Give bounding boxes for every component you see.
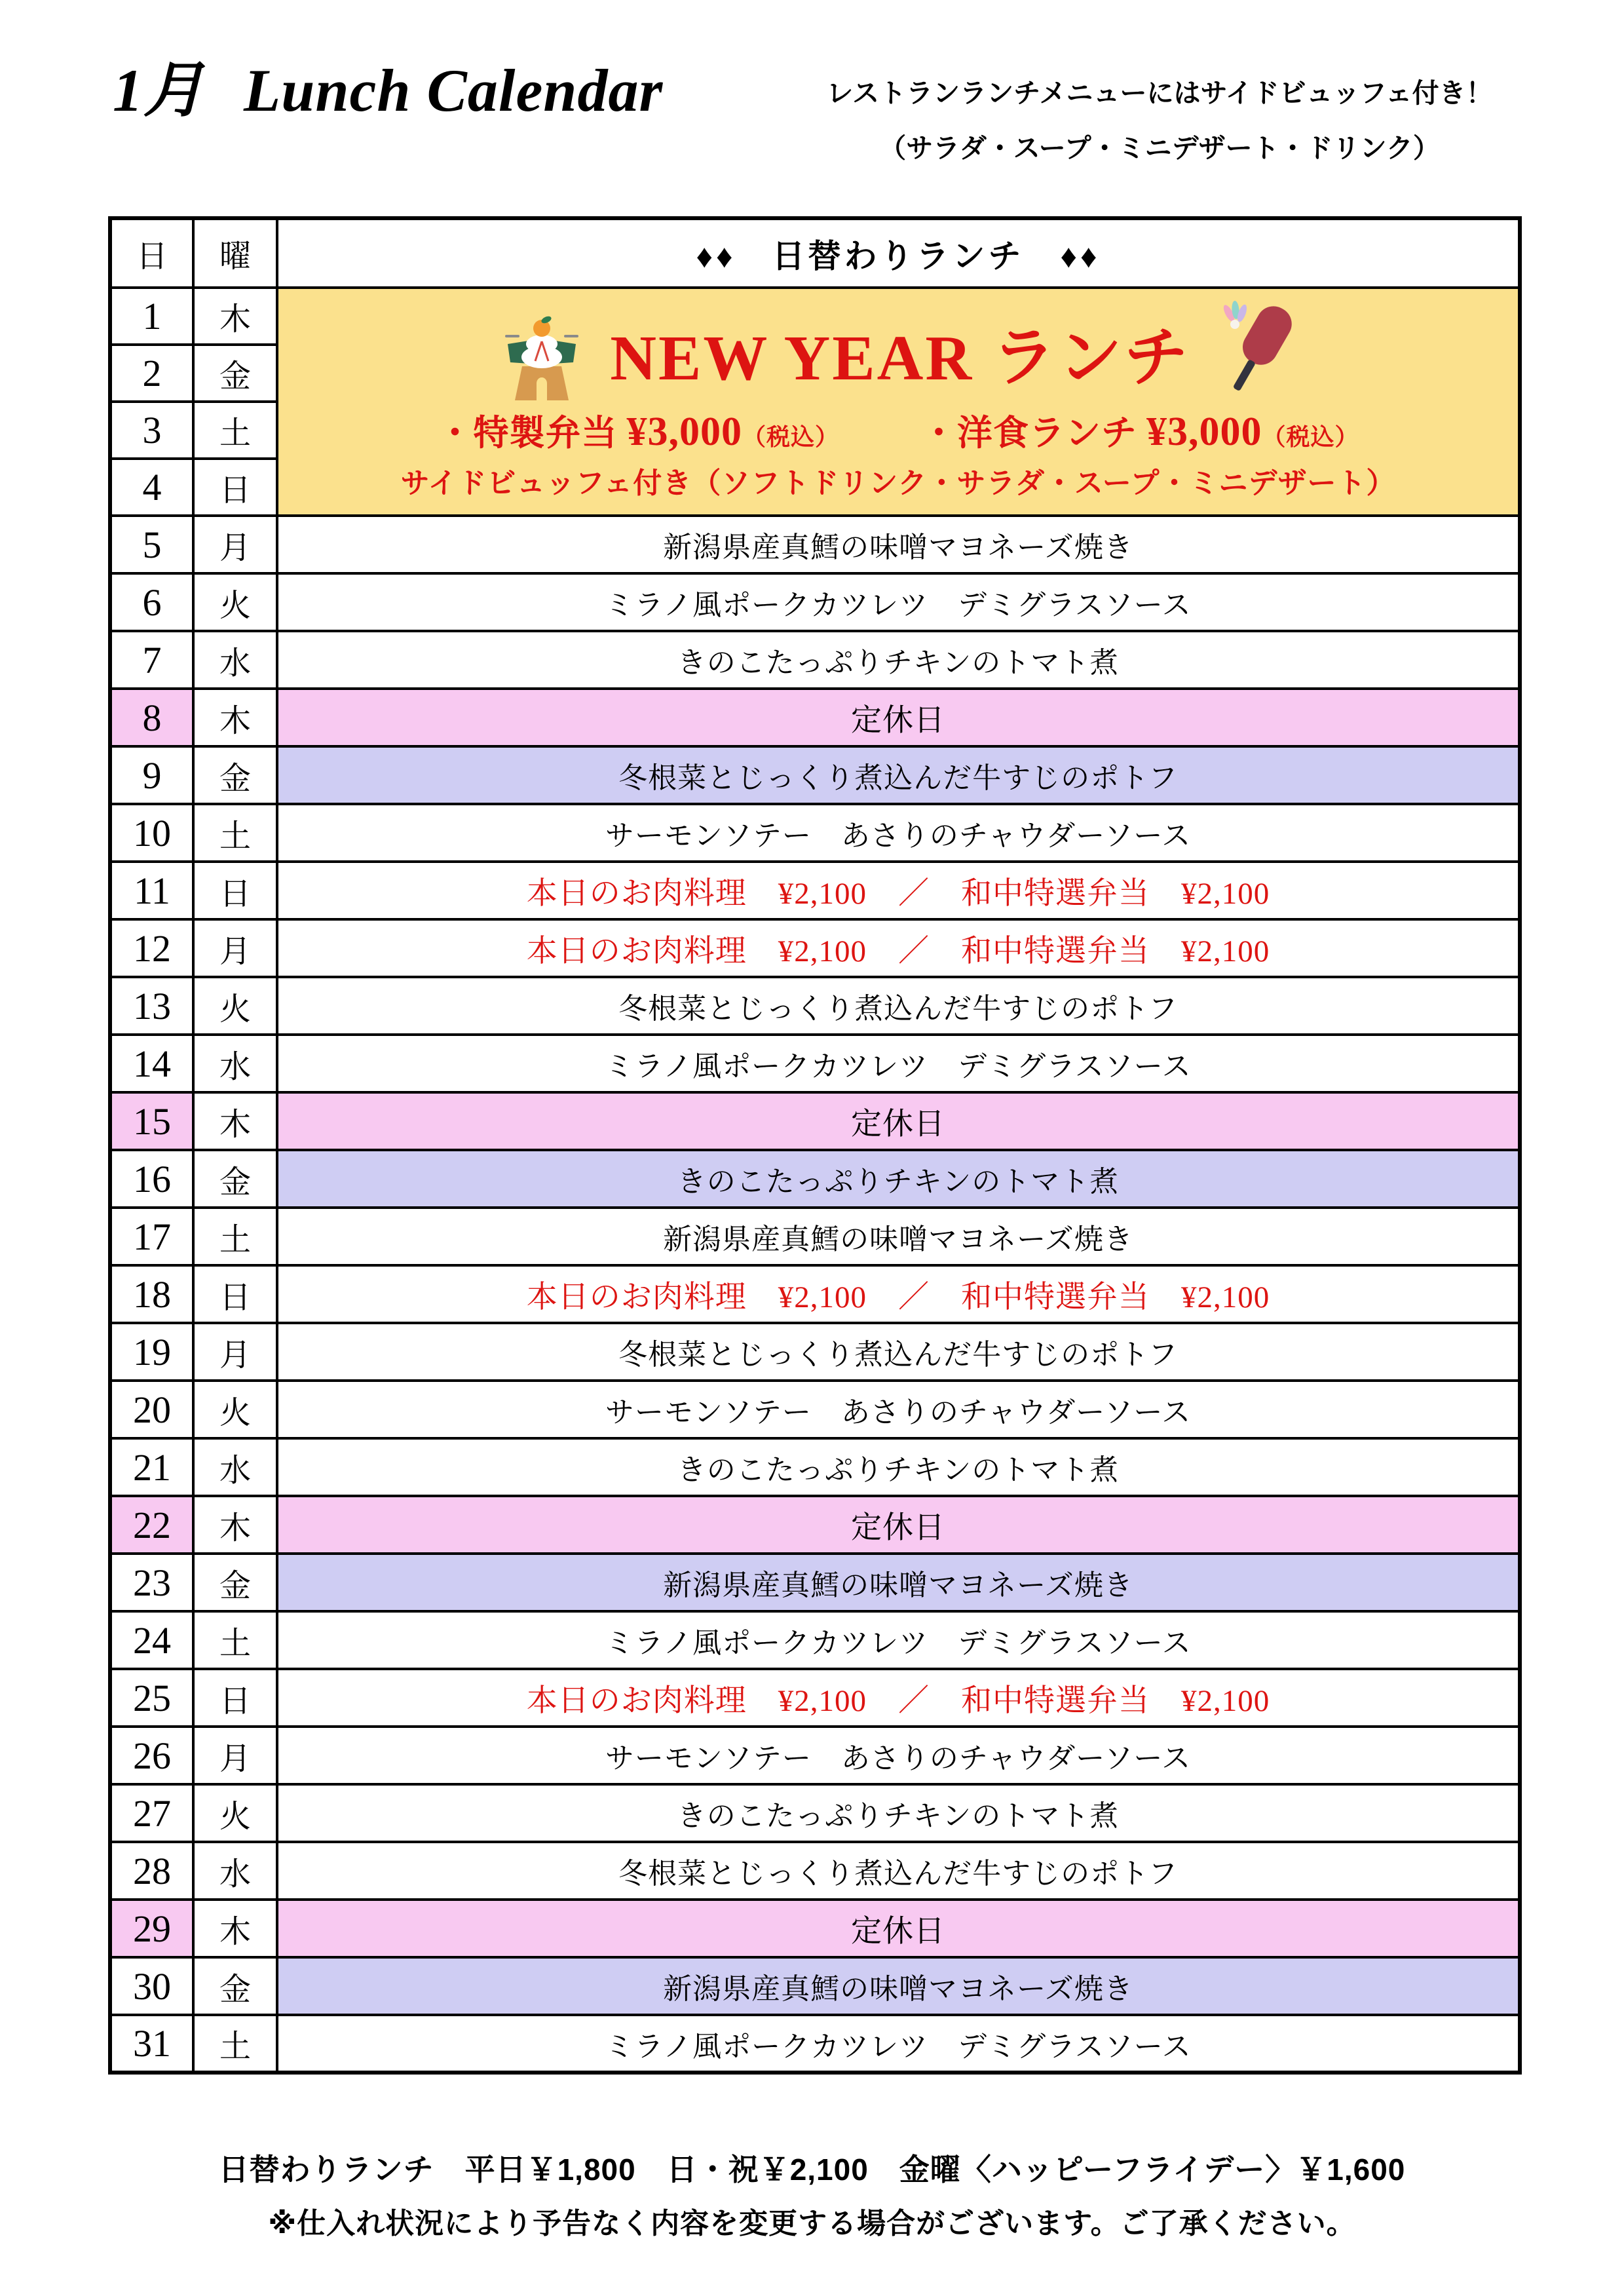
weekday-cell: 月	[193, 1727, 277, 1784]
weekday-cell: 月	[193, 516, 277, 573]
menu-cell: 定休日	[277, 689, 1520, 746]
menu-cell: サーモンソテー あさりのチャウダーソース	[277, 804, 1520, 862]
weekday-cell: 月	[193, 1323, 277, 1381]
page-header	[0, 0, 1624, 216]
weekday-cell: 水	[193, 1842, 277, 1900]
weekday-cell: 土	[193, 804, 277, 862]
menu-cell: 冬根菜とじっくり煮込んだ牛すじのポトフ	[277, 1323, 1520, 1381]
column-header-weekday: 曜	[193, 218, 277, 288]
menu-cell: 冬根菜とじっくり煮込んだ牛すじのポトフ	[277, 977, 1520, 1035]
kagami-mochi-icon	[500, 303, 584, 402]
column-header-day: 日	[110, 218, 193, 288]
weekday-cell: 土	[193, 1208, 277, 1265]
calendar-row	[110, 1611, 1520, 1669]
day-cell: 6	[110, 573, 193, 631]
weekday-cell: 金	[193, 746, 277, 804]
header-note-line1: レストランランチメニューにはサイドビュッフェ付き！	[826, 78, 1493, 108]
price-summary: 日替わりランチ 平日￥1,800 日・祝￥2,100 金曜〈ハッピーフライデー〉￥1,600	[218, 2152, 1406, 2187]
title-main: Lunch Calendar	[244, 57, 664, 124]
calendar-row	[110, 573, 1520, 631]
calendar-row	[110, 919, 1520, 977]
calendar-row	[110, 1784, 1520, 1842]
calendar-row	[110, 1727, 1520, 1784]
day-cell: 27	[110, 1784, 193, 1842]
new-year-price-item: ・特製弁当 ¥3,000（税込）	[437, 409, 839, 454]
day-cell: 25	[110, 1669, 193, 1727]
day-cell: 12	[110, 919, 193, 977]
day-cell: 31	[110, 2015, 193, 2073]
day-cell: 13	[110, 977, 193, 1035]
day-cell: 24	[110, 1611, 193, 1669]
column-header-menu: ♦♦ 日替わりランチ ♦♦	[277, 218, 1520, 288]
menu-cell: 定休日	[277, 1092, 1520, 1150]
calendar-row	[110, 1438, 1520, 1496]
hanetsuki-paddle-icon	[1217, 300, 1296, 405]
day-cell: 8	[110, 689, 193, 746]
menu-cell: 冬根菜とじっくり煮込んだ牛すじのポトフ	[277, 1842, 1520, 1900]
day-cell: 19	[110, 1323, 193, 1381]
menu-cell: 本日のお肉料理 ¥2,100 ／ 和中特選弁当 ¥2,100	[277, 862, 1520, 919]
day-cell: 18	[110, 1265, 193, 1323]
calendar-row	[110, 1092, 1520, 1150]
day-cell: 29	[110, 1900, 193, 1957]
weekday-cell: 水	[193, 631, 277, 689]
calendar-row	[110, 516, 1520, 573]
day-cell: 2	[110, 345, 193, 402]
menu-cell: 新潟県産真鱈の味噌マヨネーズ焼き	[277, 1208, 1520, 1265]
weekday-cell: 木	[193, 1092, 277, 1150]
new-year-banner	[278, 296, 1518, 508]
menu-cell: ミラノ風ポークカツレツ デミグラスソース	[277, 573, 1520, 631]
menu-cell: 新潟県産真鱈の味噌マヨネーズ焼き	[277, 1554, 1520, 1611]
weekday-cell: 金	[193, 345, 277, 402]
day-cell: 22	[110, 1496, 193, 1554]
menu-cell: 本日のお肉料理 ¥2,100 ／ 和中特選弁当 ¥2,100	[277, 919, 1520, 977]
weekday-cell: 水	[193, 1035, 277, 1092]
day-cell: 21	[110, 1438, 193, 1496]
menu-cell: 本日のお肉料理 ¥2,100 ／ 和中特選弁当 ¥2,100	[277, 1669, 1520, 1727]
calendar-row	[110, 1669, 1520, 1727]
weekday-cell: 木	[193, 1900, 277, 1957]
calendar-row	[110, 1150, 1520, 1208]
menu-cell: きのこたっぷりチキンのトマト煮	[277, 1784, 1520, 1842]
day-cell: 30	[110, 1957, 193, 2015]
calendar-row	[110, 2015, 1520, 2073]
day-cell: 16	[110, 1150, 193, 1208]
weekday-cell: 土	[193, 402, 277, 459]
weekday-cell: 金	[193, 1150, 277, 1208]
calendar-row	[110, 1381, 1520, 1438]
weekday-cell: 土	[193, 1611, 277, 1669]
menu-cell: サーモンソテー あさりのチャウダーソース	[277, 1727, 1520, 1784]
calendar-row	[110, 1265, 1520, 1323]
weekday-cell: 水	[193, 1438, 277, 1496]
menu-cell: きのこたっぷりチキンのトマト煮	[277, 631, 1520, 689]
day-cell: 9	[110, 746, 193, 804]
new-year-price-item: ・洋食ランチ ¥3,000（税込）	[921, 409, 1359, 454]
day-cell: 15	[110, 1092, 193, 1150]
page-title	[113, 56, 663, 126]
day-cell: 1	[110, 288, 193, 345]
menu-cell: ミラノ風ポークカツレツ デミグラスソース	[277, 1035, 1520, 1092]
menu-cell: 冬根菜とじっくり煮込んだ牛すじのポトフ	[277, 746, 1520, 804]
weekday-cell: 日	[193, 1265, 277, 1323]
day-cell: 23	[110, 1554, 193, 1611]
calendar-row	[110, 1957, 1520, 2015]
weekday-cell: 土	[193, 2015, 277, 2073]
menu-cell: ミラノ風ポークカツレツ デミグラスソース	[277, 1611, 1520, 1669]
weekday-cell: 金	[193, 1957, 277, 2015]
calendar-row	[110, 631, 1520, 689]
disclaimer-note: ※仕入れ状況により予告なく内容を変更する場合がございます。ご了承ください。	[268, 2208, 1356, 2240]
day-cell: 3	[110, 402, 193, 459]
calendar-row	[110, 1035, 1520, 1092]
menu-cell: 本日のお肉料理 ¥2,100 ／ 和中特選弁当 ¥2,100	[277, 1265, 1520, 1323]
header-note	[740, 66, 1579, 176]
calendar-row	[110, 689, 1520, 746]
lunch-calendar-table	[108, 216, 1522, 2075]
menu-cell: 新潟県産真鱈の味噌マヨネーズ焼き	[277, 1957, 1520, 2015]
calendar-row	[110, 1323, 1520, 1381]
page-footer	[0, 2146, 1624, 2242]
menu-cell: サーモンソテー あさりのチャウダーソース	[277, 1381, 1520, 1438]
calendar-row	[110, 1900, 1520, 1957]
calendar-row	[110, 1842, 1520, 1900]
weekday-cell: 木	[193, 689, 277, 746]
weekday-cell: 火	[193, 977, 277, 1035]
calendar-row	[110, 1496, 1520, 1554]
weekday-cell: 木	[193, 1496, 277, 1554]
weekday-cell: 日	[193, 862, 277, 919]
day-cell: 17	[110, 1208, 193, 1265]
new-year-title: NEW YEAR ランチ	[610, 323, 1190, 394]
calendar-row	[110, 977, 1520, 1035]
day-cell: 11	[110, 862, 193, 919]
weekday-cell: 金	[193, 1554, 277, 1611]
menu-cell: 定休日	[277, 1900, 1520, 1957]
weekday-cell: 日	[193, 1669, 277, 1727]
table-header-row	[110, 218, 1520, 288]
weekday-cell: 日	[193, 459, 277, 516]
calendar-row	[110, 1554, 1520, 1611]
new-year-buffet-note: サイドビュッフェ付き（ソフトドリンク・サラダ・スープ・ミニデザート）	[400, 467, 1396, 499]
menu-cell: 新潟県産真鱈の味噌マヨネーズ焼き	[277, 516, 1520, 573]
day-cell: 5	[110, 516, 193, 573]
calendar-row	[110, 288, 1520, 345]
new-year-menu-cell	[277, 288, 1520, 516]
day-cell: 20	[110, 1381, 193, 1438]
calendar-row	[110, 804, 1520, 862]
day-cell: 4	[110, 459, 193, 516]
new-year-title-row	[500, 300, 1296, 405]
hanetsuki-paddle-icon-slot	[1217, 300, 1296, 405]
weekday-cell: 火	[193, 1784, 277, 1842]
weekday-cell: 月	[193, 919, 277, 977]
weekday-cell: 火	[193, 1381, 277, 1438]
menu-cell: きのこたっぷりチキンのトマト煮	[277, 1438, 1520, 1496]
calendar-row	[110, 862, 1520, 919]
day-cell: 14	[110, 1035, 193, 1092]
header-note-line2: （サラダ・スープ・ミニデザート・ドリンク）	[879, 133, 1440, 164]
day-cell: 26	[110, 1727, 193, 1784]
menu-cell: ミラノ風ポークカツレツ デミグラスソース	[277, 2015, 1520, 2073]
weekday-cell: 火	[193, 573, 277, 631]
new-year-prices	[437, 405, 1359, 455]
day-cell: 28	[110, 1842, 193, 1900]
title-month: 1月	[113, 57, 205, 124]
menu-cell: きのこたっぷりチキンのトマト煮	[277, 1150, 1520, 1208]
kagami-mochi-icon-slot	[500, 303, 584, 402]
menu-cell: 定休日	[277, 1496, 1520, 1554]
weekday-cell: 木	[193, 288, 277, 345]
day-cell: 7	[110, 631, 193, 689]
calendar-row	[110, 746, 1520, 804]
day-cell: 10	[110, 804, 193, 862]
calendar-row	[110, 1208, 1520, 1265]
